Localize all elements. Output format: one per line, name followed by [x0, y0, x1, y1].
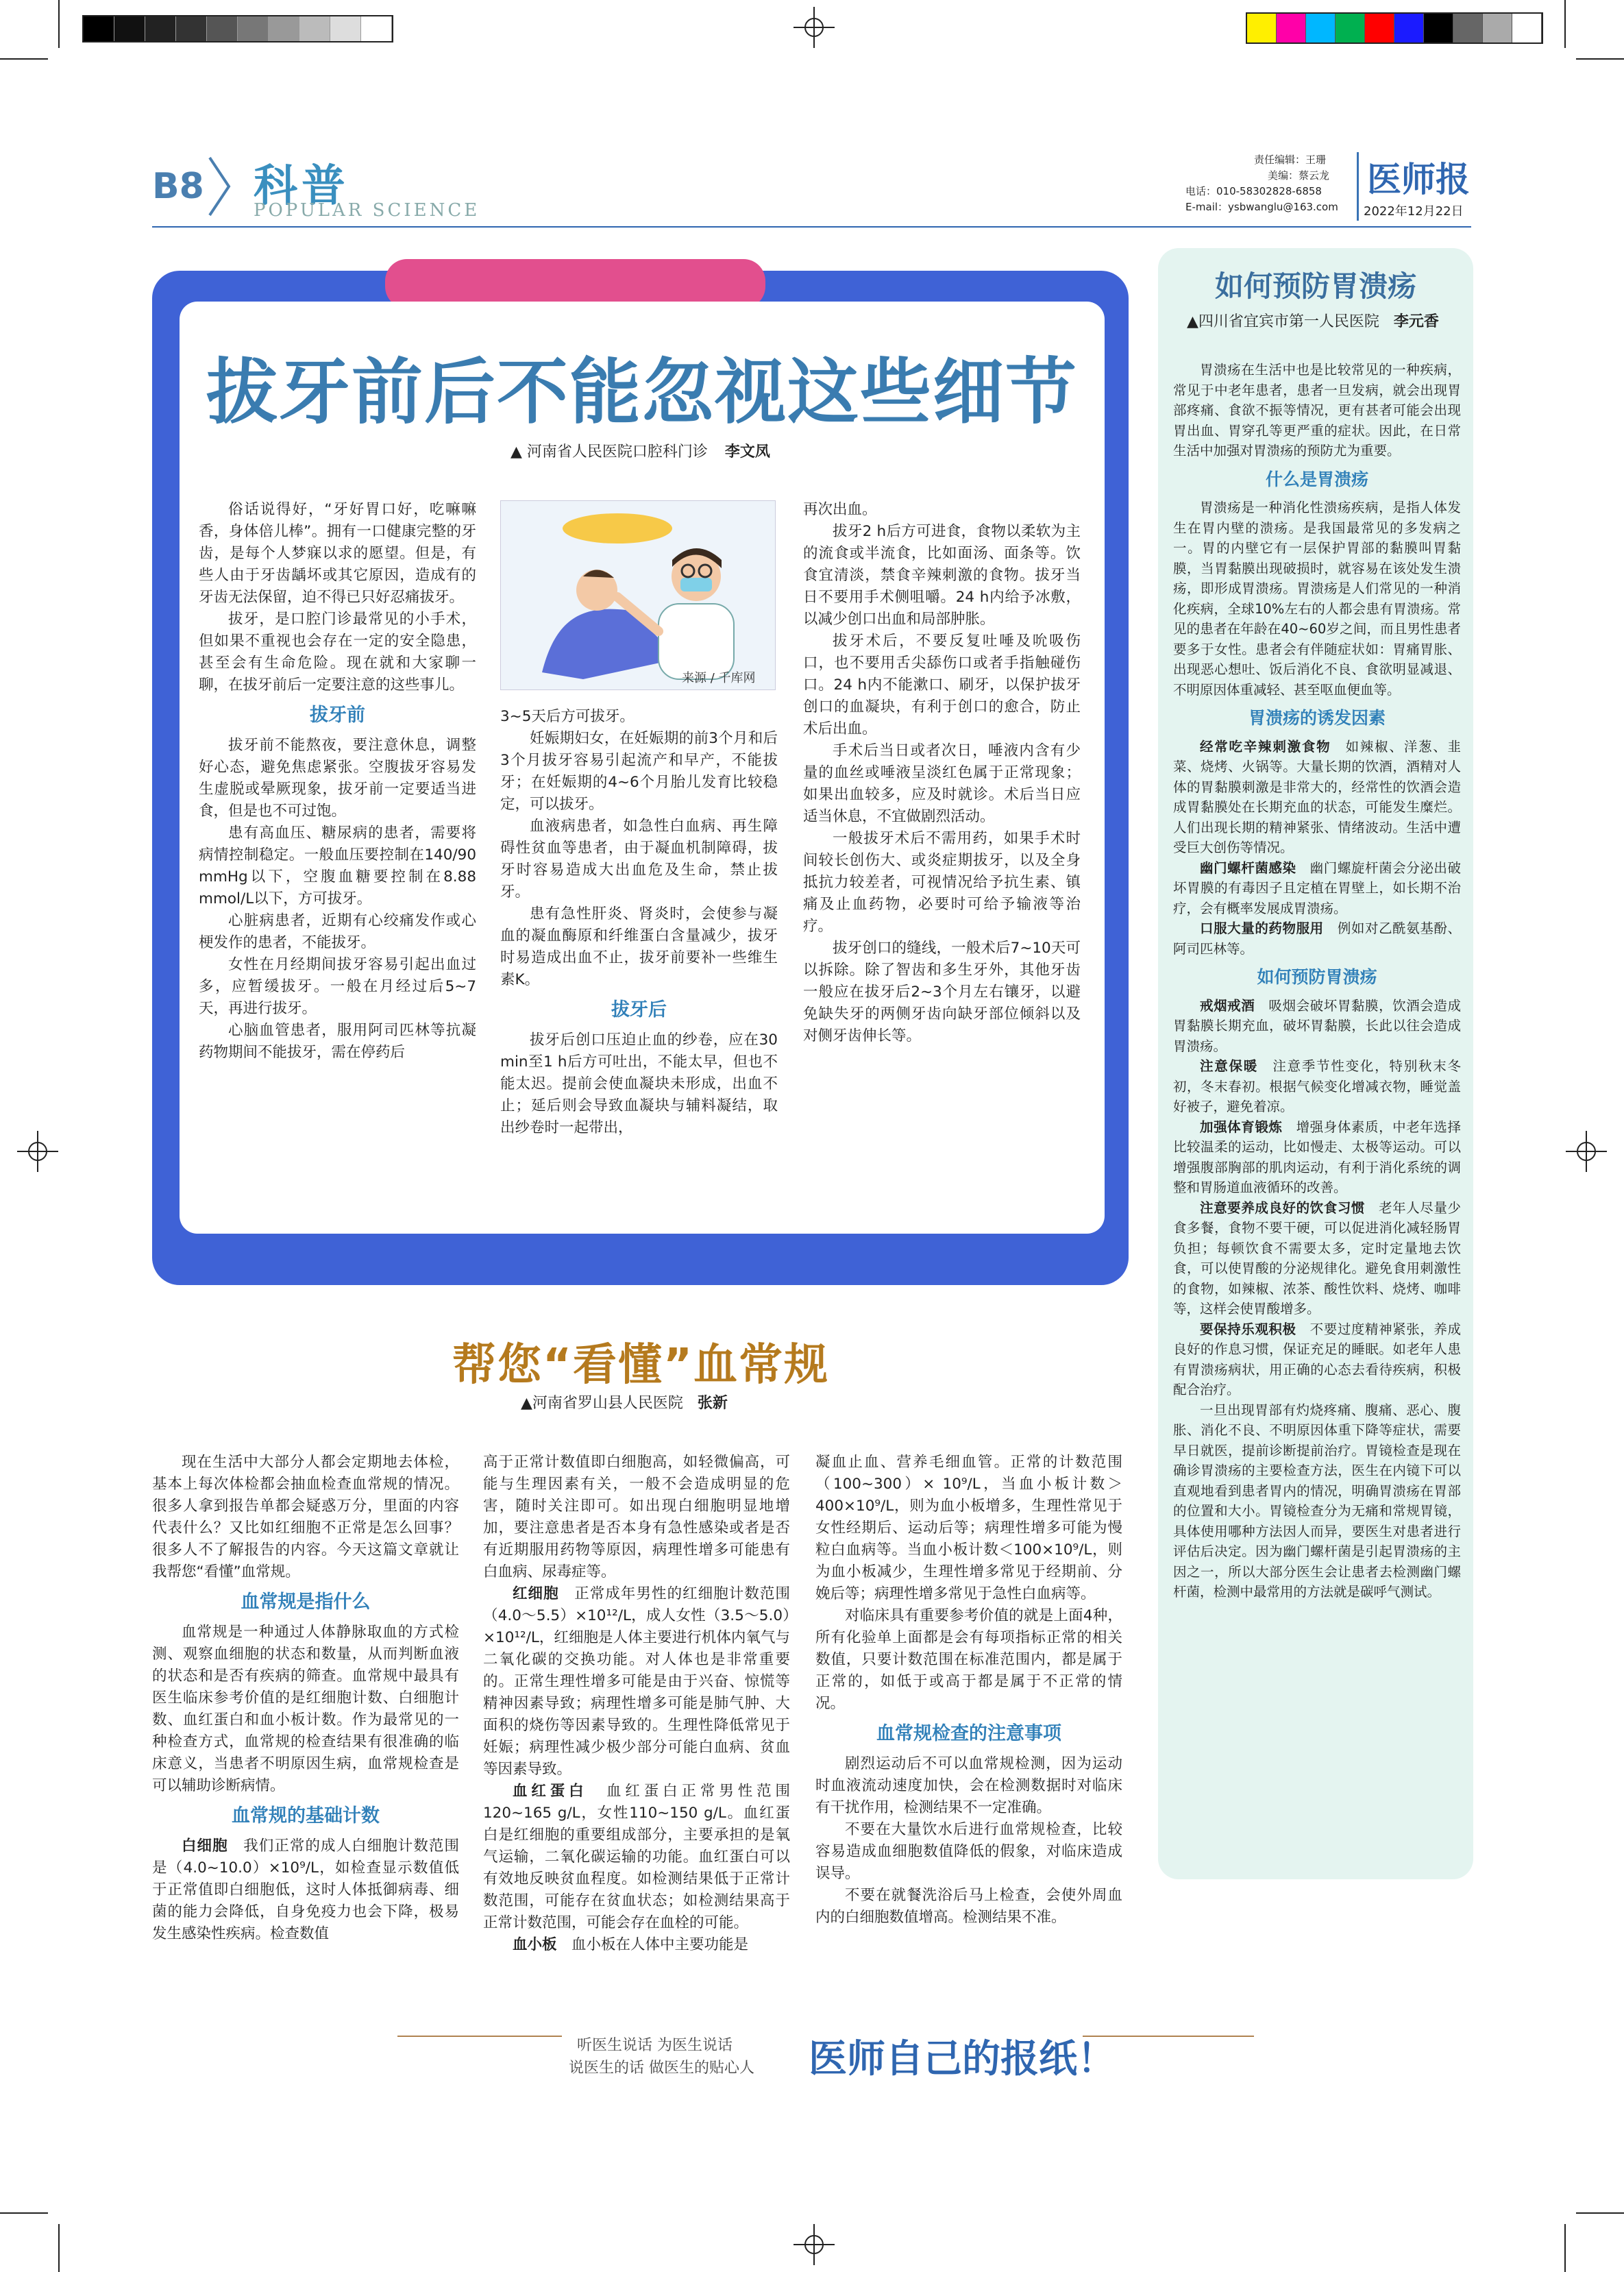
paragraph: 凝血止血、营养毛细血管。正常的计数范围（100~300）× 10⁹/L，当血小板计数＞400×10⁹/L，则为血小板增多，生理性常见于女性经期后、运动后等；病理性增多可能为慢粒白血病等。当血小板计数＜100×10⁹/L，则为血小板减少，生理性增多常见于经期前、分娩后等；病理性增多常见于急性白血病等。 — [815, 1454, 1122, 1602]
term-label: 口服大量的药物服用 — [1200, 920, 1324, 936]
paragraph: 不要在就餐洗浴后马上检查，会使外周血内的白细胞数值增高。检测结果不准。 — [815, 1887, 1122, 1926]
header-rule — [152, 226, 1471, 228]
sidebar-text — [1173, 360, 1461, 1602]
article2-column-3 — [815, 1452, 1122, 1929]
trim-mark — [0, 2212, 48, 2214]
term-label: 注意保暖 — [1200, 1058, 1259, 1074]
article2-title: 帮您“看懂”血常规 — [452, 1340, 830, 1391]
paragraph: 对临床具有重要参考价值的就是上面4种，所有化验单上面都是会有每项指标正常的相关数值，只要计数范围在标准范围内，都是属于正常的，如低于或高于都是属于不正常的情况。 — [815, 1607, 1122, 1712]
paragraph: 一般拔牙术后不需用药，如果手术时间较长创伤大、或炎症期拔牙，以及全身抵抗力较差者，可视情况给予抗生素、镇痛及止血药物，必要时可给予输液等治疗。 — [803, 830, 1081, 935]
term-label: 注意要养成良好的饮食习惯 — [1200, 1199, 1365, 1216]
byline-affiliation: ▲河南省罗山县人民医院 — [521, 1395, 683, 1412]
phone: 电话：010-58302828-6858 — [1185, 185, 1322, 197]
article2-column-1 — [152, 1452, 459, 1945]
trim-mark — [1576, 58, 1624, 60]
sidebar-byline — [1187, 310, 1439, 331]
section-name: 科普 — [254, 161, 349, 212]
term-text: 不要过度精神紧张，养成良好的作息习惯，保证充足的睡眠。如老年人患有胃溃疡病状，用正确的心态去看待疾病，积极配合治疗。 — [1173, 1321, 1461, 1397]
image-credit: 来源 / 千库网 — [682, 671, 756, 685]
article1-column-2 — [500, 706, 778, 1139]
term-text: 血小板在人体中主要功能是 — [571, 1936, 749, 1953]
paragraph: 心脏病患者，近期有心绞痛发作或心梗发作的患者，不能拔牙。 — [199, 912, 476, 951]
color-calibration-strip — [1246, 12, 1543, 44]
paragraph: 拔牙创口的缝线，一般术后7~10天可以拆除。除了智齿和多生牙外，其他牙齿一般应在拔牙后2~3个月左右镶牙，以避免缺失牙的两侧牙齿向缺牙部位倾斜以及对侧牙齿伸长等。 — [803, 940, 1081, 1045]
editor: 责任编辑：王珊 — [1254, 154, 1327, 166]
subheading: 血常规的基础计数 — [232, 1805, 380, 1827]
registration-mark — [793, 2224, 835, 2265]
paragraph: 手术后当日或者次日，唾液内含有少量的血丝或唾液呈淡红色属于正常现象；如果出血较多，应及时就诊。术后当日应适当休息，不宜做剧烈活动。 — [803, 742, 1081, 825]
term-text: 增强身体素质，中老年选择比较温柔的运动，比如慢走、太极等运动。可以增强腹部胸部的肌肉运动，有利于消化系统的调整和胃肠道血液循环的改善。 — [1173, 1119, 1461, 1195]
paragraph: 再次出血。 — [803, 501, 877, 518]
email: E-mail：ysbwanglu@163.com — [1185, 201, 1338, 213]
paragraph: 俗话说得好，“牙好胃口好，吃嘛嘛香，身体倍儿棒”。拥有一口健康完整的牙齿，是每个人梦寐以求的愿望。但是，有些人由于牙齿龋坏或其它原因，造成有的牙齿无法保留，迫不得已只好忍痛拔牙。 — [199, 501, 476, 606]
subheading: 血常规是指什么 — [241, 1591, 371, 1613]
trim-mark — [58, 0, 60, 48]
paragraph — [1173, 858, 1461, 919]
paragraph: 患有急性肝炎、肾炎时，会使参与凝血的凝血酶原和纤维蛋白含量减少，拔牙时易造成出血不止，拔牙前要补一些维生素K。 — [500, 905, 778, 988]
trim-mark — [1564, 0, 1566, 48]
paragraph: 现在生活中大部分人都会定期地去体检，基本上每次体检都会抽血检查血常规的情况。很多人拿到报告单都会疑惑万分，里面的内容代表什么？又比如红细胞不正常是怎么回事？很多人不了解报告的内容。今天这篇文章就让我帮您“看懂”血常规。 — [152, 1454, 459, 1580]
term-label: 红细胞 — [513, 1585, 559, 1602]
term-text: 如辣椒、洋葱、韭菜、烧烤、火锅等。大量长期的饮酒，酒精对人体的胃黏膜刺激是非常大的，经常性的饮酒会造成胃黏膜处在长期充血的状态，可能发生糜烂。人们出现长期的精神紧张、情绪波动。生活中遭受巨大创伤等情况。 — [1173, 738, 1461, 855]
paragraph: 拔牙2 h后方可进食，食物以柔软为主的流食或半流食，比如面汤、面条等。饮食宜清淡，禁食辛辣刺激的食物。拔牙当日不要用手术侧咀嚼。24 h内给予冰敷，以减少创口出血和局部肿胀。 — [803, 523, 1081, 628]
paragraph — [483, 1781, 790, 1934]
article2-column-2 — [483, 1452, 790, 1956]
section-name-en: POPULAR SCIENCE — [254, 200, 480, 221]
chevron-right-icon — [206, 152, 233, 221]
subheading: 血常规检查的注意事项 — [876, 1723, 1061, 1744]
subheading: 拔牙后 — [611, 999, 667, 1021]
byline-affiliation: ▲四川省宜宾市第一人民医院 — [1187, 313, 1379, 330]
registration-mark — [793, 7, 835, 48]
registration-mark — [17, 1131, 58, 1172]
term-text: 血红蛋白正常男性范围120~165 g/L，女性110~150 g/L。血红蛋白是红细胞的重要组成部分，主要承担的是氧气运输，二氧化碳运输的功能。血红蛋白可以有效地反映贫血程度。如检测结果低于正常计数范围，可能存在贫血状态；如检测结果高于正常计数范围，可能会存在血栓的可能。 — [483, 1783, 790, 1931]
paragraph: 不要在大量饮水后进行血常规检查，比较容易造成血细胞数值降低的假象，对临床造成误导。 — [815, 1821, 1122, 1882]
byline-author: 李元香 — [1393, 313, 1439, 330]
dentist-chair-icon — [501, 501, 775, 689]
paragraph — [1173, 1198, 1461, 1319]
paragraph — [1173, 737, 1461, 858]
term-label: 戒烟戒酒 — [1200, 997, 1255, 1014]
header-separator — [1357, 152, 1359, 221]
subheading: 拔牙前 — [310, 705, 365, 726]
term-label: 经常吃辛辣刺激食物 — [1200, 738, 1331, 755]
paragraph — [1173, 1056, 1461, 1117]
term-text: 老年人尽量少食多餐，食物不要干硬，可以促进消化减轻肠胃负担；每顿饮食不需要太多，定时定量地去饮食，可以使胃酸的分泌规律化。避免食用刺激性的食物，如辣椒、浓茶、酸性饮料、烧烤、咖啡等，这样会使胃酸增多。 — [1173, 1199, 1461, 1317]
term-label: 血小板 — [513, 1936, 557, 1953]
trim-mark — [1576, 2212, 1624, 2214]
footer-rule — [397, 2036, 562, 2037]
term-text: 注意季节性变化，特别秋末冬初，冬末春初。根据气候变化增减衣物，睡觉盖好被子，避免着凉。 — [1173, 1058, 1461, 1114]
term-label: 要保持乐观积极 — [1200, 1321, 1296, 1337]
term-label: 血红蛋白 — [513, 1783, 588, 1800]
term-text: 我们正常的成人白细胞计数范围是（4.0~10.0）×10⁹/L，如检查显示数值低于正常值即白细胞低，这时人体抵御病毒、细菌的能力会降低，自身免疫力也会下降，极易发生感染性疾病。检查数值 — [152, 1837, 459, 1942]
paragraph — [483, 1934, 790, 1956]
paragraph: 胃溃疡在生活中也是比较常见的一种疾病，常见于中老年患者，患者一旦发病，就会出现胃部疼痛、食欲不振等情况，更有甚者可能会出现胃出血、胃穿孔等更严重的症状。因此，在日常生活中加强对胃溃疡的预防尤为重要。 — [1173, 362, 1461, 459]
subheading: 什么是胃溃疡 — [1265, 469, 1368, 489]
paper-logo: 医师报 — [1367, 159, 1470, 199]
paragraph: 拔牙术后，不要反复吐唾及吮吸伤口，也不要用舌尖舔伤口或者手指触碰伤口。24 h内不能漱口、刷牙，以保护拔牙创口的血凝块，有利于创口的愈合，防止术后出血。 — [803, 633, 1081, 737]
article-title: 拔牙前后不能忽视这些细节 — [206, 350, 1078, 434]
article1-column-3 — [803, 499, 1081, 1047]
byline-author: 张新 — [697, 1395, 728, 1412]
term-text: 例如对乙酰氨基酚、阿司匹林等。 — [1173, 920, 1461, 957]
registration-mark — [1566, 1131, 1607, 1172]
paragraph: 剧烈运动后不可以血常规检测，因为运动时血液流动速度加快，会在检测数据时对临床有干扰作用，检测结果不一定准确。 — [815, 1755, 1122, 1816]
term-text: 幽门螺旋杆菌会分泌出破坏胃膜的有毒因子且定植在胃壁上，如长期不治疗，会有概率发展成胃溃疡。 — [1173, 859, 1461, 916]
byline-author: 李文凤 — [724, 443, 770, 461]
dentist-illustration — [500, 500, 776, 690]
paragraph: 一旦出现胃部有灼烧疼痛、腹痛、恶心、腹胀、消化不良、不明原因体重下降等症状，需要早日就医，提前诊断提前治疗。胃镜检查是现在确诊胃溃疡的主要检查方法，医生在内镜下可以直观地看到患者胃内的情况，明确胃溃疡在胃部的位置和大小。胃镜检查分为无痛和常规胃镜，具体使用哪种方法因人而异，要医生对患者进行评估后决定。因为幽门螺杆菌是引起胃溃疡的主因之一，所以大部分医生会让患者去检测幽门螺杆菌，检测中最常用的方法就是碳呼气测试。 — [1173, 1402, 1461, 1600]
footer-slogan: 说医生的话 做医生的贴心人 — [569, 2060, 754, 2077]
paragraph — [1173, 918, 1461, 959]
term-label: 幽门螺杆菌感染 — [1200, 859, 1296, 876]
sidebar-title: 如何预防胃溃疡 — [1214, 269, 1416, 303]
paragraph — [1173, 996, 1461, 1057]
paragraph: 高于正常计数值即白细胞高，如轻微偏高，可能与生理因素有关，一般不会造成明显的危害，随时关注即可。如出现白细胞明显地增加，要注意患者是否本身有急性感染或者是否有近期服用药物等原因，病理性增多可能患有白血病、尿毒症等。 — [483, 1454, 790, 1580]
gray-calibration-strip — [82, 15, 393, 42]
paragraph: 拔牙后创口压迫止血的纱卷，应在30 min至1 h后方可吐出，不能太早，但也不能太迟。提前会使血凝块未形成，出血不止；延后则会导致血凝块与辅料凝结，取出纱卷时一起带出， — [500, 1031, 778, 1136]
trim-mark — [0, 58, 48, 60]
trim-mark — [1564, 2224, 1566, 2272]
paragraph: 患有高血压、糖尿病的患者，需要将病情控制稳定。一般血压要控制在140/90 mmHg以下，空腹血糖要控制在8.88 mmol/L以下，方可拔牙。 — [199, 824, 476, 907]
paragraph: 胃溃疡是一种消化性溃疡疾病，是指人体发生在胃内壁的溃疡。是我国最常见的多发病之一。胃的内壁它有一层保护胃部的黏膜叫胃黏膜，当胃黏膜出现破损时，就容易在该处发生溃疡，即形成胃溃疡。胃溃疡是人们常见的一种消化疾病，全球10%左右的人都会患有胃溃疡。常见的患者在年龄在40~60岁之间，而且男性患者要多于女性。患者会有伴随症状如：胃痛胃胀、出现恶心想吐、饭后消化不良、食欲明显减退、不明原因体重减轻、甚至呕血便血等。 — [1173, 500, 1461, 698]
article2-byline — [521, 1391, 728, 1413]
subheading: 胃溃疡的诱发因素 — [1248, 708, 1386, 728]
paragraph — [1173, 1117, 1461, 1198]
paragraph — [1173, 1319, 1461, 1400]
byline-affiliation: ▲ 河南省人民医院口腔科门诊 — [510, 443, 708, 461]
paragraph — [483, 1583, 790, 1781]
paragraph: 拔牙，是口腔门诊最常见的小手术，但如果不重视也会存在一定的安全隐患，甚至会有生命危险。现在就和大家聊一聊，在拔牙前后一定要注意的这些事儿。 — [199, 611, 476, 694]
term-text: 正常成年男性的红细胞计数范围（4.0～5.5）×10¹²/L，成人女性（3.5～5.0）×10¹²/L，红细胞是人体主要进行机体内氧气与二氧化碳的交换功能。对人体也是非常重要的。正常生理性增多可能是由于兴奋、惊慌等精神因素导致；病理性增多可能是肺气肿、大面积的烧伤等因素导致的。生理性降低常见于妊娠；病理性减少极少部分可能白血病、贫血等因素导致。 — [483, 1585, 790, 1778]
paragraph: 3~5天后方可拔牙。 — [500, 708, 635, 725]
paragraph: 血液病患者，如急性白血病、再生障碍性贫血等患者，由于凝血机制障碍，拔牙时容易造成大出血危及生命，禁止拔牙。 — [500, 818, 778, 901]
article1-column-1 — [199, 499, 476, 1064]
art-editor: 美编：蔡云龙 — [1268, 169, 1330, 182]
subheading: 如何预防胃溃疡 — [1257, 967, 1377, 987]
issue-date: 2022年12月22日 — [1364, 204, 1464, 219]
term-text: 吸烟会破坏胃黏膜，饮酒会造成胃黏膜长期充血，破坏胃黏膜，长此以往会造成胃溃疡。 — [1173, 997, 1461, 1054]
article-byline — [510, 440, 770, 461]
section-code: B8 — [152, 166, 204, 207]
footer-slogan: 听医生说话 为医生说话 — [577, 2037, 733, 2054]
paragraph: 妊娠期妇女，在妊娠期的前3个月和后3个月拔牙容易引起流产和早产，不能拔牙；在妊娠期的4~6个月胎儿发育比较稳定，可以拔牙。 — [500, 730, 778, 813]
term-label: 加强体育锻炼 — [1200, 1119, 1283, 1135]
paragraph — [152, 1835, 459, 1945]
editor-info — [1185, 152, 1338, 215]
paragraph: 心脑血管患者，服用阿司匹林等抗凝药物期间不能拔牙，需在停药后 — [199, 1022, 476, 1061]
trim-mark — [58, 2224, 60, 2272]
footer-logo: 医师自己的报纸！ — [809, 2036, 1116, 2081]
term-label: 白细胞 — [182, 1837, 228, 1855]
paragraph: 女性在月经期间拔牙容易引起出血过多，应暂缓拔牙。一般在月经过后5~7天，再进行拔牙。 — [199, 956, 476, 1017]
paragraph: 血常规是一种通过人体静脉取血的方式检测、观察血细胞的状态和数量，从而判断血液的状态和是否有疾病的筛查。血常规中最具有医生临床参考价值的是红细胞计数、白细胞计数、血红蛋白和血小板计数。作为最常见的一种检查方式，血常规的检查结果有很准确的临床意义，当患者不明原因生病，血常规检查是可以辅助诊断病情。 — [152, 1624, 459, 1794]
paragraph: 拔牙前不能熬夜，要注意休息，调整好心态，避免焦虑紧张。空腹拔牙容易发生虚脱或晕厥现象，拔牙前一定要适当进食，但是也不可过饱。 — [199, 737, 476, 820]
